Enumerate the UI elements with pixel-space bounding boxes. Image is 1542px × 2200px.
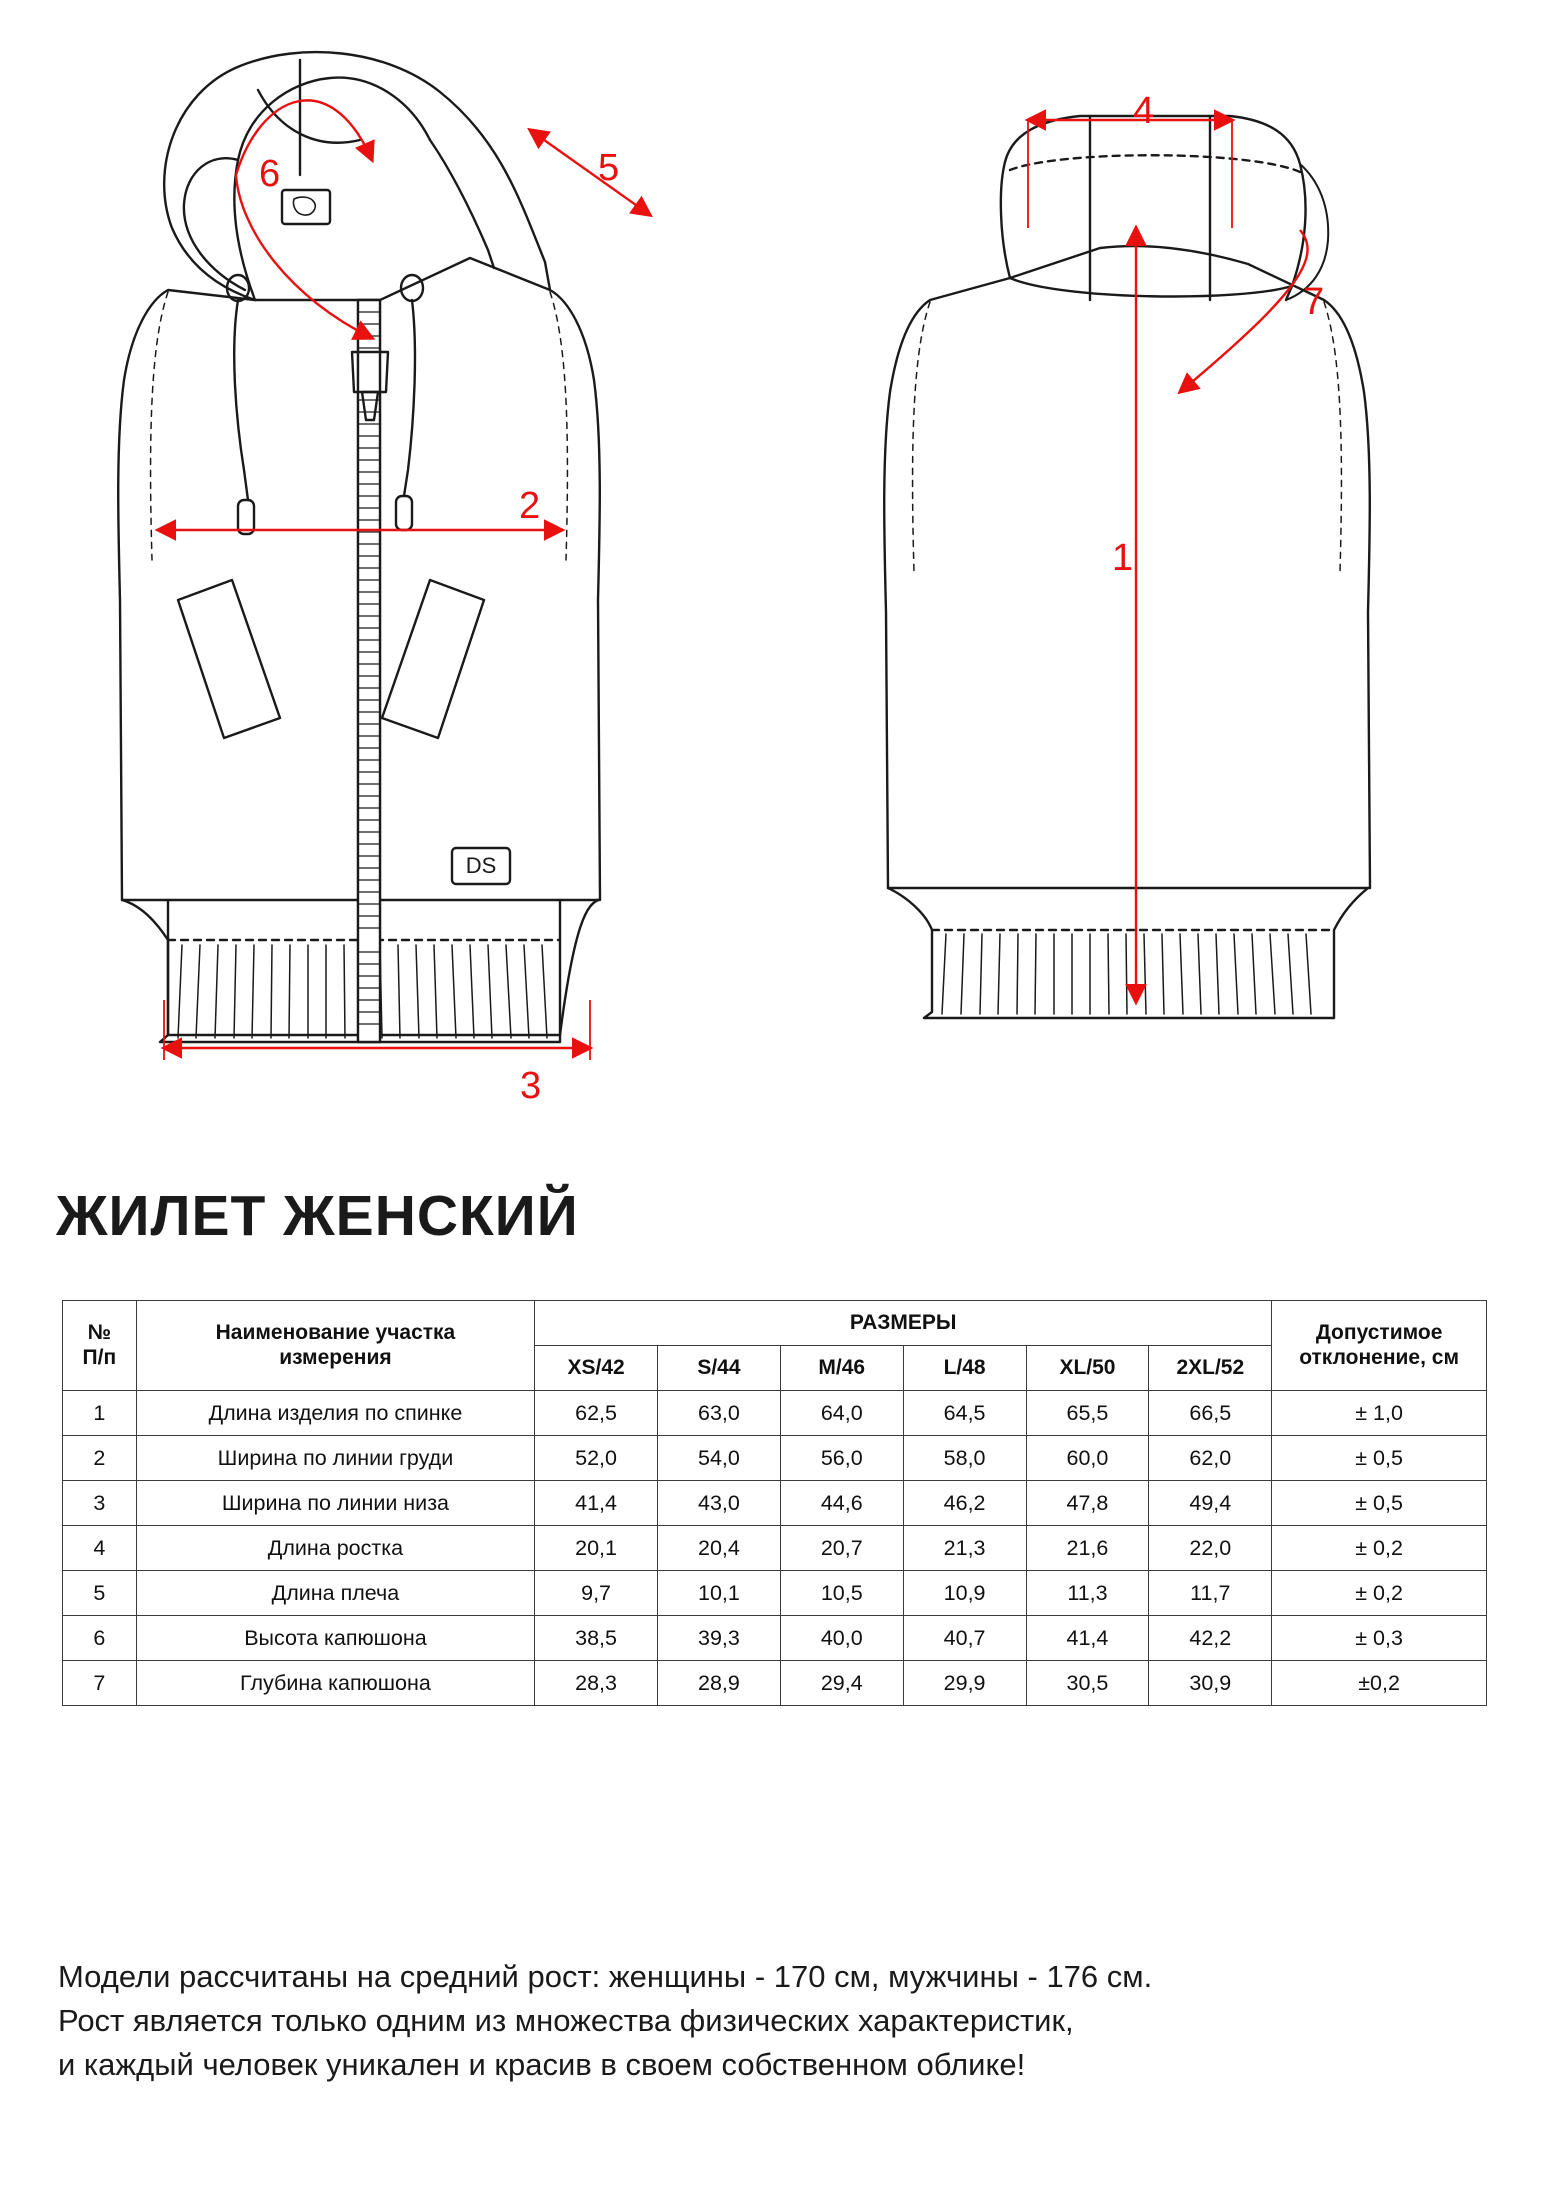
table-row — [63, 1391, 1487, 1436]
row-number: 4 — [63, 1526, 137, 1571]
col-header-deviation-line2: отклонение, см — [1299, 1345, 1459, 1369]
row-measurement-name: Высота капюшона — [136, 1616, 534, 1661]
col-header-size-m: M/46 — [780, 1346, 903, 1391]
row-value-l: 10,9 — [903, 1571, 1026, 1616]
measurements-table — [62, 1300, 1487, 1706]
col-header-deviation — [1272, 1301, 1487, 1391]
col-header-number-line2: П/п — [82, 1345, 117, 1369]
table-row — [63, 1616, 1487, 1661]
row-value-xl: 47,8 — [1026, 1481, 1149, 1526]
row-deviation: ± 0,2 — [1272, 1526, 1487, 1571]
row-value-xl: 11,3 — [1026, 1571, 1149, 1616]
footer-note-line-1: Модели рассчитаны на средний рост: женщины - 170 см, мужчины - 176 см. — [58, 1959, 1153, 1994]
col-header-size-xl: XL/50 — [1026, 1346, 1149, 1391]
row-value-xl: 41,4 — [1026, 1616, 1149, 1661]
footer-note-line-3: и каждый человек уникален и красив в своем собственном облике! — [58, 2047, 1026, 2083]
dimension-label-2: 2 — [519, 485, 541, 527]
row-value-2xl: 30,9 — [1149, 1661, 1272, 1706]
row-measurement-name: Глубина капюшона — [136, 1661, 534, 1706]
row-value-xl: 65,5 — [1026, 1391, 1149, 1436]
row-value-2xl: 11,7 — [1149, 1571, 1272, 1616]
row-value-m: 44,6 — [780, 1481, 903, 1526]
row-value-xl: 21,6 — [1026, 1526, 1149, 1571]
row-value-s: 20,4 — [658, 1526, 781, 1571]
row-value-xs: 38,5 — [535, 1616, 658, 1661]
table-row — [63, 1526, 1487, 1571]
col-header-deviation-line1: Допустимое — [1315, 1320, 1443, 1344]
row-value-xs: 28,3 — [535, 1661, 658, 1706]
col-header-size-l: L/48 — [903, 1346, 1026, 1391]
col-header-size-xs: XS/42 — [535, 1346, 658, 1391]
col-header-name-line1: Наименование участка — [215, 1320, 456, 1344]
row-value-xs: 20,1 — [535, 1526, 658, 1571]
row-value-l: 40,7 — [903, 1616, 1026, 1661]
table-body — [63, 1391, 1487, 1706]
table-row — [63, 1661, 1487, 1706]
row-value-s: 28,9 — [658, 1661, 781, 1706]
row-value-xl: 60,0 — [1026, 1436, 1149, 1481]
row-value-2xl: 42,2 — [1149, 1616, 1272, 1661]
row-measurement-name: Длина изделия по спинке — [136, 1391, 534, 1436]
col-header-size-s: S/44 — [658, 1346, 781, 1391]
row-measurement-name: Длина плеча — [136, 1571, 534, 1616]
row-deviation: ± 0,2 — [1272, 1571, 1487, 1616]
dimension-label-6: 6 — [259, 153, 281, 195]
row-measurement-name: Ширина по линии низа — [136, 1481, 534, 1526]
row-value-m: 10,5 — [780, 1571, 903, 1616]
table-row — [63, 1436, 1487, 1481]
col-header-number — [63, 1301, 137, 1391]
row-value-xl: 30,5 — [1026, 1661, 1149, 1706]
dimension-label-5: 5 — [598, 147, 620, 189]
row-value-m: 56,0 — [780, 1436, 903, 1481]
row-value-l: 46,2 — [903, 1481, 1026, 1526]
row-deviation: ± 0,5 — [1272, 1481, 1487, 1526]
col-header-number-line1: № — [87, 1320, 112, 1344]
row-value-s: 63,0 — [658, 1391, 781, 1436]
row-deviation: ±0,2 — [1272, 1661, 1487, 1706]
row-value-xs: 41,4 — [535, 1481, 658, 1526]
dimension-label-7: 7 — [1303, 281, 1325, 323]
row-number: 1 — [63, 1391, 137, 1436]
footer-note — [58, 1955, 1488, 2087]
row-value-xs: 62,5 — [535, 1391, 658, 1436]
col-header-measurement-name — [136, 1301, 534, 1391]
row-value-2xl: 66,5 — [1149, 1391, 1272, 1436]
footer-note-line-2: Рост является только одним из множества физических характеристик, — [58, 2003, 1074, 2039]
row-number: 7 — [63, 1661, 137, 1706]
row-value-2xl: 49,4 — [1149, 1481, 1272, 1526]
row-value-m: 20,7 — [780, 1526, 903, 1571]
measurements-table-container — [62, 1300, 1487, 1706]
row-deviation: ± 1,0 — [1272, 1391, 1487, 1436]
row-value-s: 43,0 — [658, 1481, 781, 1526]
row-value-2xl: 22,0 — [1149, 1526, 1272, 1571]
page-title: ЖИЛЕТ ЖЕНСКИЙ — [56, 1184, 579, 1248]
table-row — [63, 1481, 1487, 1526]
col-header-name-line2: измерения — [279, 1345, 392, 1369]
row-value-l: 64,5 — [903, 1391, 1026, 1436]
row-value-xs: 9,7 — [535, 1571, 658, 1616]
table-row — [63, 1571, 1487, 1616]
row-value-m: 29,4 — [780, 1661, 903, 1706]
row-measurement-name: Ширина по линии груди — [136, 1436, 534, 1481]
dimension-label-4: 4 — [1133, 90, 1155, 132]
row-value-2xl: 62,0 — [1149, 1436, 1272, 1481]
row-value-l: 58,0 — [903, 1436, 1026, 1481]
row-deviation: ± 0,3 — [1272, 1616, 1487, 1661]
row-number: 2 — [63, 1436, 137, 1481]
row-value-s: 10,1 — [658, 1571, 781, 1616]
row-value-s: 39,3 — [658, 1616, 781, 1661]
row-value-s: 54,0 — [658, 1436, 781, 1481]
row-value-m: 40,0 — [780, 1616, 903, 1661]
row-value-l: 29,9 — [903, 1661, 1026, 1706]
row-value-xs: 52,0 — [535, 1436, 658, 1481]
table-head — [63, 1301, 1487, 1391]
row-measurement-name: Длина ростка — [136, 1526, 534, 1571]
table-head-row-1 — [63, 1301, 1487, 1346]
row-number: 3 — [63, 1481, 137, 1526]
row-number: 5 — [63, 1571, 137, 1616]
dimension-label-1: 1 — [1112, 537, 1134, 579]
svg-text:DS: DS — [465, 853, 497, 878]
col-header-size-2xl: 2XL/52 — [1149, 1346, 1272, 1391]
row-value-m: 64,0 — [780, 1391, 903, 1436]
dimension-label-3: 3 — [520, 1065, 542, 1107]
front-view-garment — [118, 52, 600, 1042]
col-header-sizes-group: РАЗМЕРЫ — [535, 1301, 1272, 1346]
row-number: 6 — [63, 1616, 137, 1661]
row-value-l: 21,3 — [903, 1526, 1026, 1571]
row-deviation: ± 0,5 — [1272, 1436, 1487, 1481]
